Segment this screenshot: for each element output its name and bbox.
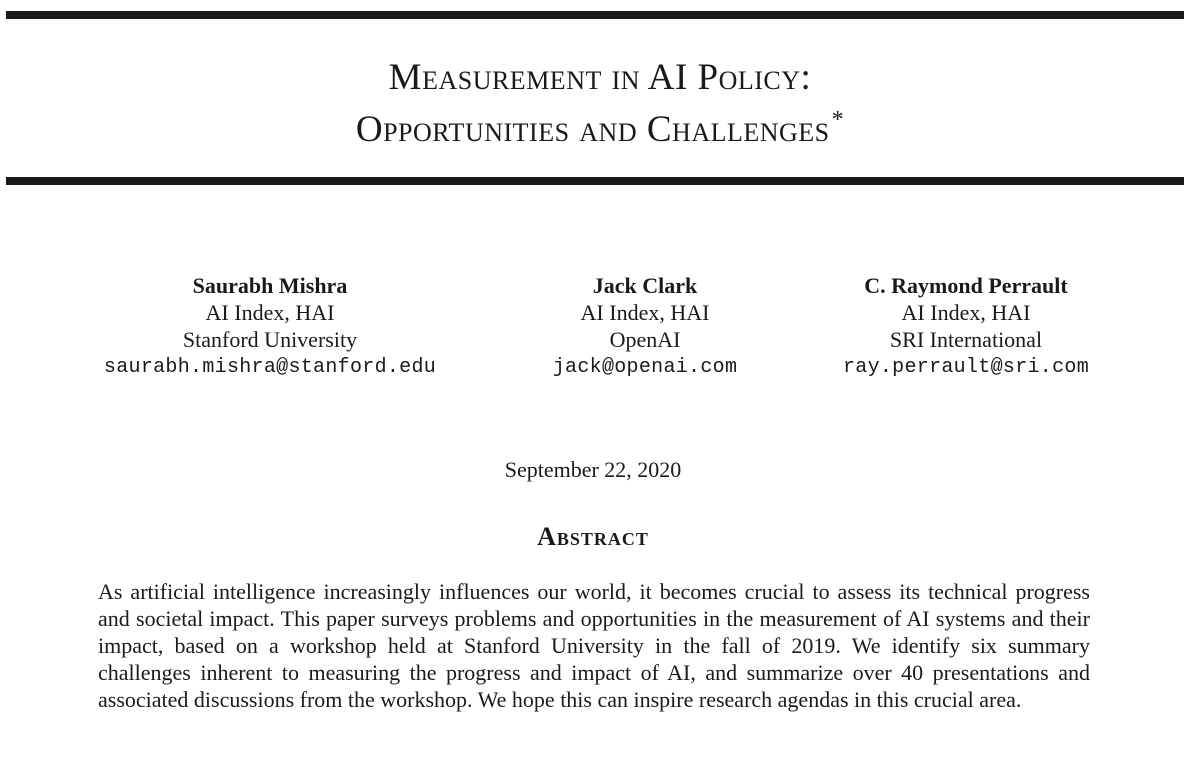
- author-name: Saurabh Mishra: [192, 273, 348, 298]
- paper-title: [0, 52, 1200, 156]
- top-rule: [6, 11, 1184, 19]
- author-affiliation: AI Index, HAI: [901, 300, 1031, 325]
- author-email: ray.perrault@sri.com: [842, 356, 1090, 379]
- abstract-heading: Abstract: [537, 522, 649, 551]
- author-1: [80, 272, 460, 381]
- author-name: C. Raymond Perrault: [864, 273, 1068, 298]
- author-3: [776, 272, 1156, 381]
- author-affiliation: AI Index, HAI: [580, 300, 710, 325]
- author-email: jack@openai.com: [552, 356, 738, 379]
- title-footnote-mark: *: [831, 107, 845, 133]
- title-line-2-text: Opportunities and Challenges: [355, 109, 830, 150]
- author-institution: Stanford University: [182, 327, 358, 352]
- author-block: [0, 272, 1200, 392]
- author-affiliation: AI Index, HAI: [205, 300, 335, 325]
- title-line-1: Measurement in AI Policy:: [388, 57, 812, 98]
- abstract-text: As artificial intelligence increasingly influences our world, it becomes crucial to assess its technical progress and societal impact. This paper surveys problems and opportunities in the measurement of AI systems and their impact, based on a workshop held at Stanford University in the fall of 2019. We identify six summary challenges inherent to measuring the progress and impact of AI, and summarize over 40 presentations and associated discussions from the workshop. We hope this can inspire research agendas in this crucial area.: [98, 579, 1090, 712]
- author-institution: OpenAI: [609, 327, 681, 352]
- author-name: Jack Clark: [592, 273, 698, 298]
- author-institution: SRI International: [889, 327, 1043, 352]
- bottom-rule: [6, 177, 1184, 185]
- title-line-2: [0, 104, 1200, 156]
- paper-date: September 22, 2020: [504, 457, 682, 482]
- author-email: saurabh.mishra@stanford.edu: [103, 356, 437, 379]
